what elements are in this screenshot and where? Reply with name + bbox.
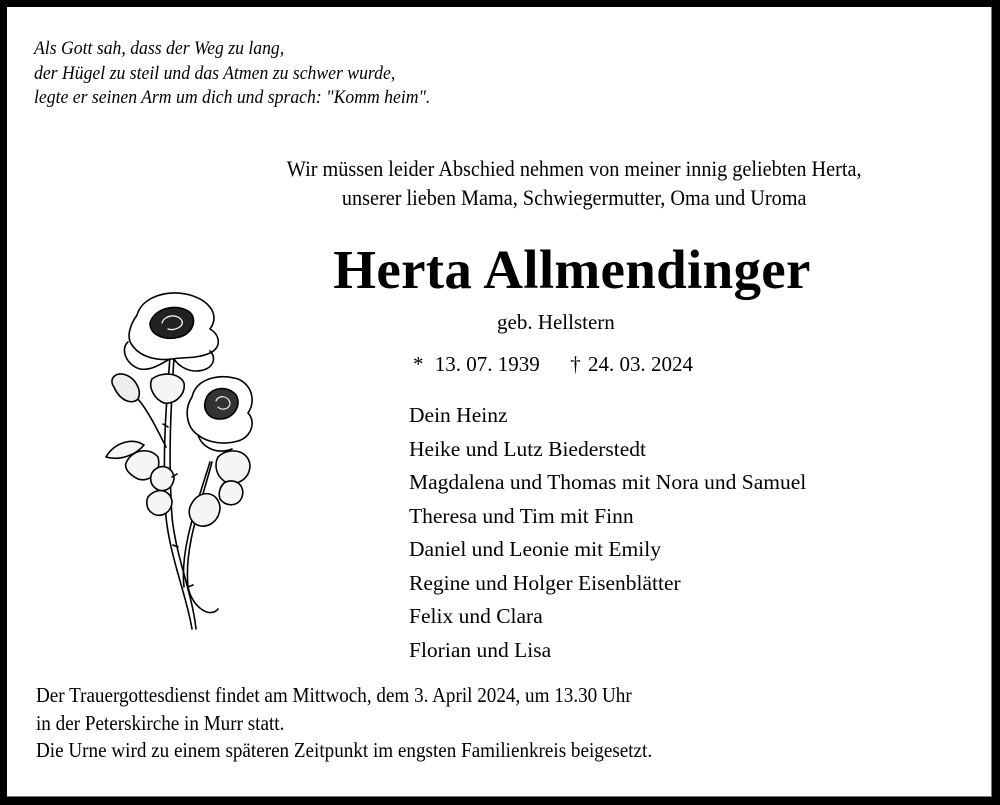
poem-verse [34, 37, 430, 111]
service-details [36, 682, 652, 765]
mourner-entry: Regine und Holger Eisenblätter [409, 570, 681, 595]
mourner-entry: Magdalena und Thomas mit Nora und Samuel [409, 470, 807, 494]
mourner-entry: Felix und Clara [409, 604, 543, 628]
birth-date: 13. 07. 1939 [434, 352, 540, 376]
mourner-entry: Heike und Lutz Biederstedt [409, 436, 647, 461]
mourner-entry: Daniel und Leonie mit Emily [409, 537, 661, 561]
poem-line: Als Gott sah, dass der Weg zu lang, [34, 38, 285, 59]
farewell-intro [53, 154, 959, 212]
mourner-entry: Dein Heinz [409, 403, 508, 427]
poem-line: legte er seinen Arm um dich und sprach: "Komm heim". [34, 87, 431, 108]
mourner-entry: Florian und Lisa [409, 637, 552, 662]
service-line: Der Trauergottesdienst findet am Mittwoch, dem 3. April 2024, um 13.30 Uhr [36, 683, 632, 707]
poem-line: der Hügel zu steil und das Atmen zu schwer wurde, [34, 62, 396, 84]
roses-illustration-icon [92, 287, 262, 637]
intro-line: unserer lieben Mama, Schwiegermutter, Oma und Uroma [341, 185, 807, 210]
intro-line: Wir müssen leider Abschied nehmen von meiner innig geliebten Herta, [286, 156, 862, 181]
mourners-list [409, 399, 806, 667]
death-date: 24. 03. 2024 [588, 352, 693, 376]
deceased-name: Herta Allmendinger [333, 239, 811, 300]
life-dates [413, 350, 693, 378]
death-cross-icon: † [570, 352, 581, 376]
service-line: Die Urne wird zu einem späteren Zeitpunkt im engsten Familienkreis beigesetzt. [36, 738, 653, 762]
service-line: in der Peterskirche in Murr statt. [36, 710, 285, 735]
obituary-notice [7, 7, 992, 797]
mourner-entry: Theresa und Tim mit Finn [409, 503, 634, 528]
birth-star-icon: * [413, 352, 424, 376]
birth-name: geb. Hellstern [497, 310, 615, 334]
